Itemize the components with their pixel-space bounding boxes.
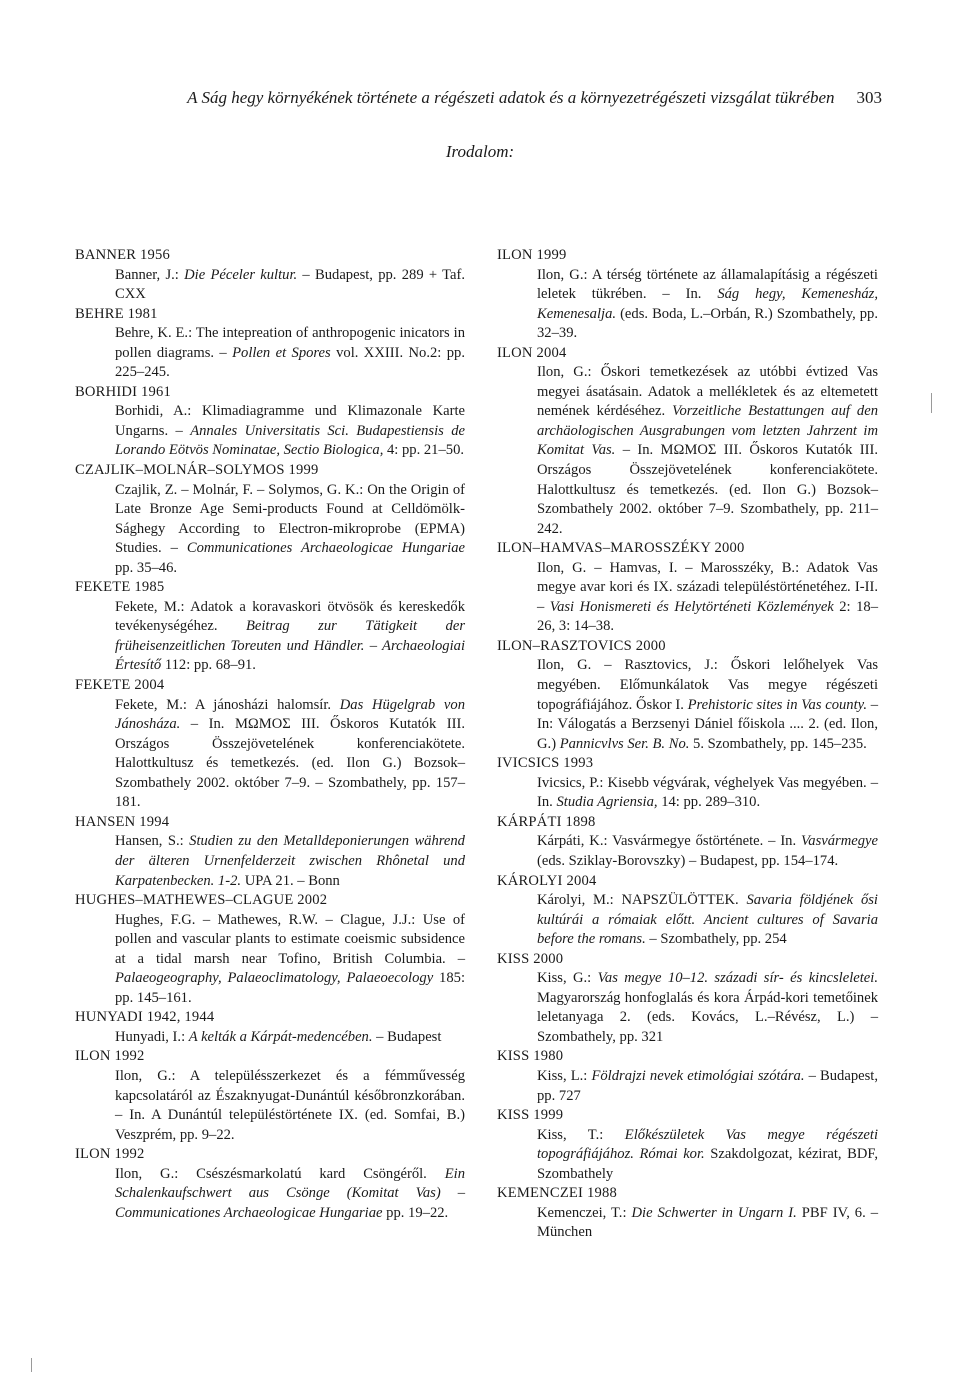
reference-segment: 4: pp. 21–50.: [383, 442, 465, 459]
reference-italic-segment: Beitrag zur Tätigkeit der früheisenzeitlichen Toreuten und Händler. – Archaeologiai Értesítő: [115, 618, 465, 674]
reference-text: [497, 1126, 878, 1185]
reference-key: ILON 1992: [75, 1146, 145, 1163]
reference-text: [497, 363, 878, 539]
reference-entry: [497, 950, 878, 1048]
reference-italic-segment: Studien zu den Metalldeponierungen während der älteren Urnenfelderzeit zwischen Rhônetal und Karpatenbecken. 1-2.: [115, 833, 465, 889]
reference-segment: pp. 35–46.: [115, 559, 178, 576]
reference-segment: Kiss, L.:: [537, 1067, 592, 1084]
reference-key: KISS 1980: [497, 1048, 564, 1065]
reference-entry: [497, 872, 878, 950]
reference-segment: Banner, J.:: [115, 266, 185, 283]
reference-italic-segment: Palaeogeography, Palaeoclimatology, Palaeoecology: [115, 970, 434, 987]
reference-italic-segment: Annales Universitatis Sci. Budapestiensis de Lorando Eötvös Nominatae, Sectio Biologica,: [115, 422, 465, 459]
reference-key: BANNER 1956: [75, 247, 171, 263]
reference-italic-segment: Vasvármegye: [801, 833, 878, 850]
reference-entry: [75, 305, 465, 383]
reference-italic-segment: A kelták a Kárpát-medencében.: [188, 1028, 373, 1045]
reference-text: [497, 891, 878, 950]
reference-segment: Kiss, G.:: [537, 970, 598, 987]
reference-key: ILON–HAMVAS–MAROSSZÉKY 2000: [497, 540, 745, 557]
reference-entry: [75, 461, 465, 578]
reference-key: BEHRE 1981: [75, 305, 158, 322]
reference-segment: Fekete, M.: Adatok a koravaskori ötvösök és kereskedők tevékenységéhez.: [115, 598, 465, 635]
reference-italic-segment: Ság hegy, Kemenesház, Kemenesalja.: [537, 286, 878, 322]
reference-segment: – Budapest, pp. 289 + Taf. CXX: [115, 266, 465, 303]
reference-italic-segment: Pannicvlvs Ser. B. No.: [559, 735, 690, 752]
reference-text: [497, 266, 878, 344]
reference-segment: 112: pp. 68–91.: [161, 657, 256, 674]
reference-italic-segment: Studia Agriensia,: [556, 794, 658, 811]
reference-key: KÁROLYI 2004: [497, 872, 597, 889]
reference-key: KISS 1999: [497, 1107, 564, 1124]
reference-italic-segment: Die Péceler kultur.: [184, 266, 298, 283]
reference-segment: – Budapest, pp. 727: [537, 1067, 878, 1104]
reference-segment: 5. Szombathely, pp. 145–235.: [689, 735, 867, 752]
reference-entry: [497, 813, 878, 872]
reference-text: [497, 969, 878, 1047]
reference-entry: [75, 813, 465, 891]
reference-segment: 2: 18–26, 3: 14–38.: [537, 598, 878, 635]
reference-segment: Hunyadi, I.:: [115, 1028, 189, 1045]
reference-key: CZAJLIK–MOLNÁR–SOLYMOS 1999: [75, 462, 319, 479]
reference-segment: Magyarország honfoglalás és kora Árpád-kori temetőinek leletanyaga 2. (eds. Kovács, L.–Révész, L.) – Szombathely, pp. 321: [537, 989, 878, 1045]
reference-entry: [497, 539, 878, 637]
reference-key: KÁRPÁTI 1898: [497, 813, 596, 830]
reference-italic-segment: Előkészületek Vas megye régészeti topográfiájához. Római kor.: [537, 1126, 879, 1163]
scan-mark: [31, 1358, 32, 1372]
reference-key: ILON 1999: [497, 247, 567, 263]
reference-segment: Behre, K. E.: The intepreation of anthropogenic inicators in pollen diagrams. –: [115, 325, 465, 361]
reference-segment: Kemenczei, T.:: [537, 1204, 632, 1221]
reference-key: FEKETE 2004: [75, 677, 165, 694]
reference-entry: [497, 344, 878, 539]
reference-segment: Ilon, G.: Csészésmarkolatú kard Csöngéről.: [115, 1165, 445, 1182]
reference-segment: Hughes, F.G. – Mathewes, R.W. – Clague, J.J.: Use of pollen and vascular plants to estimate coeismic subsidence at a tidal marsh near Tofino, British Columbia. –: [115, 911, 465, 967]
reference-key: KEMENCZEI 1988: [497, 1185, 617, 1202]
reference-segment: Fekete, M.: A jánosházi halomsír.: [115, 696, 340, 713]
reference-text: [75, 1067, 465, 1145]
reference-key: FEKETE 1985: [75, 579, 165, 596]
reference-entry: [75, 676, 465, 813]
scan-mark: [931, 393, 932, 413]
reference-text: [75, 598, 465, 676]
running-header: [130, 88, 882, 108]
reference-segment: Ilon, G.: A térség története az államalapításig a régészeti leletek tükrében. – In.: [537, 266, 878, 303]
reference-text: [497, 774, 878, 813]
reference-segment: Kiss, T.:: [537, 1126, 625, 1143]
reference-text: [75, 266, 465, 305]
reference-entry: [497, 1106, 878, 1184]
reference-segment: – Szombathely, pp. 254: [645, 931, 787, 948]
reference-segment: – Budapest: [372, 1028, 442, 1045]
reference-entry: [75, 1145, 465, 1223]
reference-italic-segment: Vorzeitliche Bestattungen auf den archäologischen Ausgrabungen vom letzten Jahrzent im Komitat Vas.: [537, 403, 878, 459]
reference-segment: 185: pp. 145–161.: [115, 970, 466, 1006]
reference-text: [497, 559, 878, 637]
reference-segment: 14: pp. 289–310.: [657, 794, 761, 811]
reference-entry: [75, 1008, 465, 1047]
reference-text: [75, 1165, 465, 1224]
section-title: Irodalom:: [445, 142, 515, 161]
reference-entry: [497, 246, 878, 344]
reference-key: HANSEN 1994: [75, 813, 170, 830]
reference-segment: – In. ΜΩΜΟΣ III. Őskoros Kutatók III. Országos Összejövetelének konferenciakötete. Halottkultusz és temetkezés. (ed. Ilon G.) Bozsok–Szombathely 2002. október 7–9. Szombathely, pp. 211–242.: [537, 442, 878, 537]
reference-entry: [75, 891, 465, 1008]
reference-text: [75, 696, 465, 813]
reference-entry: [75, 246, 465, 305]
reference-italic-segment: Vas megye 10–12. századi sír- és kincsleletei.: [597, 970, 878, 987]
reference-segment: – In: Válogatás a Berzsenyi Dániel főiskola .... 2. (ed. Ilon, G.): [537, 696, 878, 752]
reference-segment: Kárpáti, K.: Vasvármegye őstörténete. – In.: [537, 833, 801, 850]
reference-text: [75, 481, 465, 579]
reference-entry: [75, 1047, 465, 1145]
reference-entry: [497, 1047, 878, 1106]
reference-segment: Borhidi, A.: Klimadiagramme und Klimazonale Karte Ungarns. –: [115, 403, 465, 439]
reference-key: HUNYADI 1942, 1944: [75, 1009, 215, 1026]
reference-text: [75, 832, 465, 891]
bibliography-left-column: [75, 246, 465, 1223]
reference-segment: vol. XXIII. No.2: pp. 225–245.: [115, 344, 465, 381]
page-number: 303: [856, 88, 882, 107]
reference-entry: [497, 637, 878, 754]
reference-text: [75, 1028, 465, 1048]
reference-entry: [75, 383, 465, 461]
reference-segment: (eds. Boda, L.–Orbán, R.) Szombathely, pp. 32–39.: [537, 305, 878, 342]
reference-text: [75, 911, 465, 1009]
reference-segment: Ilon, G.: Őskori temetkezések az utóbbi évtized Vas megyei ásatásain. Adatok a mellékletek és az eltemetett nemének kérdéséhez.: [537, 364, 878, 420]
reference-segment: Ilon, G.: A településszerkezet és a fémművesség kapcsolatáról az Északnyugat-Dunántúl későbronzkorában. – In. A Dunántúl településtörténete IX. (ed. Somfai, B.) Veszprém, pp. 9–22.: [115, 1067, 465, 1143]
reference-text: [75, 324, 465, 383]
reference-italic-segment: Földrajzi nevek etimológiai szótára.: [591, 1067, 805, 1084]
reference-italic-segment: Communicationes Archaeologicae Hungariae: [186, 540, 466, 557]
reference-segment: Ivicsics, P.: Kisebb végvárak, véghelyek Vas megyében. – In.: [537, 774, 878, 811]
reference-italic-segment: Das Hügelgrab von Jánosháza.: [115, 696, 465, 733]
reference-text: [497, 656, 878, 754]
reference-segment: Szakdolgozat, kézirat, BDF, Szombathely: [537, 1146, 879, 1182]
reference-key: ILON 2004: [497, 344, 567, 361]
bibliography-right-column: [497, 246, 878, 1243]
reference-key: KISS 2000: [497, 950, 564, 967]
reference-segment: Czajlik, Z. – Molnár, F. – Solymos, G. K.: On the Origin of Late Bronze Age Semi-products Found at Celldömölk-Sághegy According to Electron-mikroprobe (EPMA) Studies. –: [115, 481, 465, 557]
reference-italic-segment: Savaria földjének ősi kultúrái a rómaiak előtt. Ancient cultures of Savaria before the romans.: [537, 892, 878, 948]
reference-key: IVICSICS 1993: [497, 755, 594, 772]
reference-segment: Ilon, G. – Hamvas, I. – Marosszéky, B.: Adatok Vas megye avar kori és IX. századi településtörténetéhez. I-II. –: [537, 559, 878, 615]
reference-segment: Károlyi, M.: NAPSZÜLÖTTEK.: [537, 892, 747, 909]
reference-key: ILON 1992: [75, 1048, 145, 1065]
reference-segment: (eds. Sziklay-Borovszky) – Budapest, pp. 154–174.: [537, 852, 839, 869]
reference-entry: [497, 754, 878, 813]
reference-segment: PBF IV, 6. – München: [537, 1204, 879, 1241]
reference-segment: UPA 21. – Bonn: [241, 872, 340, 889]
reference-key: HUGHES–MATHEWES–CLAGUE 2002: [75, 892, 328, 909]
reference-text: [497, 1067, 878, 1106]
reference-text: [497, 832, 878, 871]
reference-entry: [75, 578, 465, 676]
reference-entry: [497, 1184, 878, 1243]
reference-segment: pp. 19–22.: [382, 1204, 449, 1221]
reference-italic-segment: Die Schwerter in Ungarn I.: [631, 1204, 797, 1221]
reference-segment: – In. ΜΩΜΟΣ III. Őskoros Kutatók III. Országos Összejövetelének konferenciakötete. Halottkultusz és temetkezés. (ed. Ilon G.) Bozsok–Szombathely 2002. október 7–9. – Szombathely, pp. 157–181.: [115, 716, 465, 811]
reference-text: [75, 402, 465, 461]
reference-key: BORHIDI 1961: [75, 383, 172, 400]
reference-text: [497, 1204, 878, 1243]
reference-segment: Ilon, G. – Rasztovics, J.: Őskori lelőhelyek Vas megyében. Előmunkálatok Vas megye régészeti topográfiájához. Őskor I.: [537, 657, 878, 713]
reference-italic-segment: Pollen et Spores: [232, 344, 331, 361]
reference-segment: Hansen, S.:: [115, 833, 190, 850]
reference-italic-segment: Ein Schalenkaufschwert aus Csönge (Komitat Vas) – Communicationes Archaeologicae Hungariae: [115, 1165, 465, 1221]
reference-italic-segment: Vasi Honismereti és Helytörténeti Közlemények: [549, 598, 834, 615]
reference-key: ILON–RASZTOVICS 2000: [497, 637, 666, 654]
running-title: A Ság hegy környékének története a régészeti adatok és a környezetrégészeti vizsgálat tükrében: [187, 88, 835, 107]
reference-italic-segment: Prehistoric sites in Vas county.: [687, 696, 867, 713]
